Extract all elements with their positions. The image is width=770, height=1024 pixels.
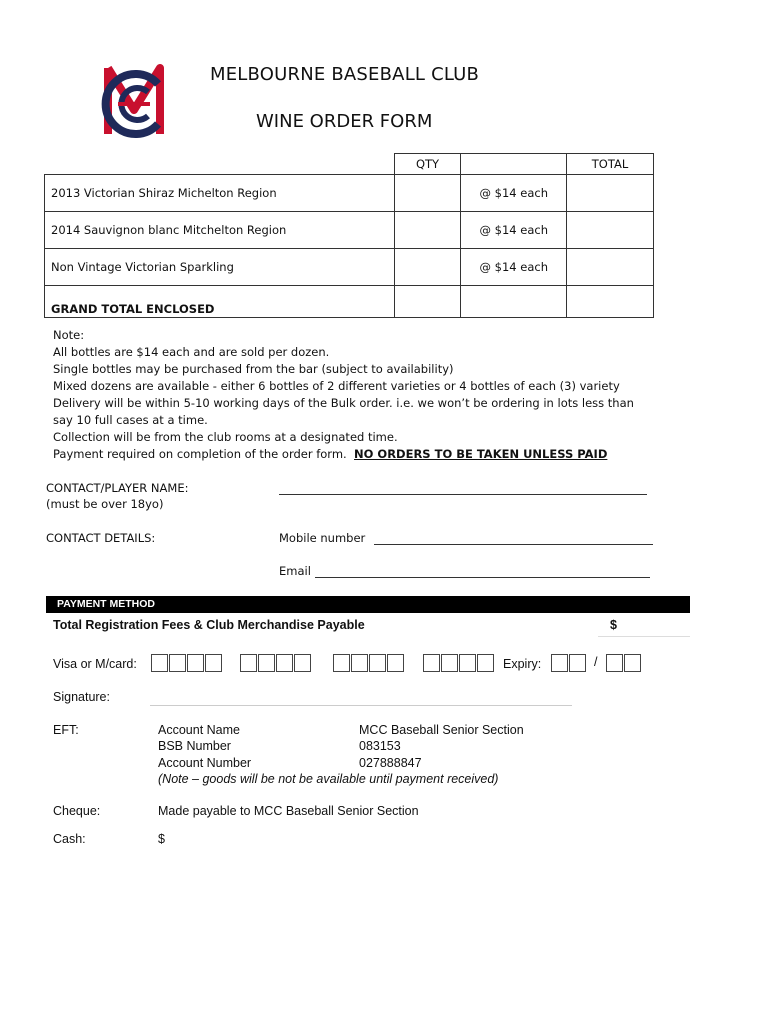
expiry-label: Expiry: bbox=[503, 657, 542, 671]
digit-box[interactable] bbox=[333, 654, 350, 672]
eft-bsb-label: BSB Number bbox=[158, 739, 231, 753]
contact-name-sub: (must be over 18yo) bbox=[46, 497, 164, 511]
digit-box[interactable] bbox=[459, 654, 476, 672]
note-line: Mixed dozens are available - either 6 bottles of 2 different varieties or 4 bottles of each (3) variety bbox=[53, 379, 620, 393]
table-row bbox=[45, 249, 654, 286]
qty-cell[interactable] bbox=[395, 175, 461, 212]
note-line: say 10 full cases at a time. bbox=[53, 413, 208, 427]
card-number-group-1[interactable] bbox=[151, 654, 223, 672]
digit-box[interactable] bbox=[187, 654, 204, 672]
wine-name: Non Vintage Victorian Sparkling bbox=[45, 249, 395, 286]
total-dollar: $ bbox=[610, 618, 617, 632]
signature-label: Signature: bbox=[53, 690, 110, 704]
grand-blank-cell bbox=[461, 286, 567, 318]
eft-account-name-value: MCC Baseball Senior Section bbox=[359, 723, 524, 737]
digit-box[interactable] bbox=[569, 654, 586, 672]
eft-account-number-label: Account Number bbox=[158, 756, 252, 770]
club-name: MELBOURNE BASEBALL CLUB bbox=[210, 64, 480, 85]
cash-dollar: $ bbox=[158, 832, 165, 846]
payment-line: Payment required on completion of the order form. bbox=[53, 447, 347, 461]
wine-name: 2013 Victorian Shiraz Michelton Region bbox=[45, 175, 395, 212]
digit-box[interactable] bbox=[551, 654, 568, 672]
col-qty: QTY bbox=[395, 154, 461, 175]
email-field[interactable] bbox=[315, 564, 650, 578]
digit-box[interactable] bbox=[369, 654, 386, 672]
digit-box[interactable] bbox=[624, 654, 641, 672]
club-logo bbox=[88, 58, 180, 150]
grand-total-cell[interactable] bbox=[567, 286, 654, 318]
signature-field[interactable] bbox=[150, 705, 572, 706]
note-line: All bottles are $14 each and are sold per dozen. bbox=[53, 345, 330, 359]
total-cell[interactable] bbox=[567, 175, 654, 212]
note-line: Delivery will be within 5-10 working days of the Bulk order. i.e. we won’t be ordering in lots less than bbox=[53, 396, 634, 410]
wine-name: 2014 Sauvignon blanc Mitchelton Region bbox=[45, 212, 395, 249]
digit-box[interactable] bbox=[477, 654, 494, 672]
eft-label: EFT: bbox=[53, 723, 79, 737]
qty-cell[interactable] bbox=[395, 249, 461, 286]
note-line: Single bottles may be purchased from the bar (subject to availability) bbox=[53, 362, 454, 376]
total-payable-field[interactable] bbox=[598, 636, 690, 637]
card-number-group-2[interactable] bbox=[240, 654, 312, 672]
expiry-year[interactable] bbox=[606, 654, 642, 672]
digit-box[interactable] bbox=[441, 654, 458, 672]
eft-account-name-label: Account Name bbox=[158, 723, 240, 737]
mobile-field[interactable] bbox=[374, 531, 653, 545]
digit-box[interactable] bbox=[294, 654, 311, 672]
header-blank bbox=[45, 154, 395, 175]
col-price bbox=[461, 154, 567, 175]
email-label: Email bbox=[279, 564, 311, 578]
cheque-label: Cheque: bbox=[53, 804, 101, 818]
cash-label: Cash: bbox=[53, 832, 86, 846]
notes-heading: Note: bbox=[53, 328, 85, 342]
card-number-group-4[interactable] bbox=[423, 654, 495, 672]
eft-account-number-value: 027888847 bbox=[359, 756, 422, 770]
cheque-text: Made payable to MCC Baseball Senior Section bbox=[158, 804, 419, 818]
digit-box[interactable] bbox=[151, 654, 168, 672]
col-total: TOTAL bbox=[567, 154, 654, 175]
digit-box[interactable] bbox=[169, 654, 186, 672]
grand-qty-cell[interactable] bbox=[395, 286, 461, 318]
wine-order-table bbox=[44, 153, 654, 318]
payment-note bbox=[53, 446, 653, 463]
eft-bsb-value: 083153 bbox=[359, 739, 401, 753]
payment-warning: NO ORDERS TO BE TAKEN UNLESS PAID bbox=[354, 447, 608, 461]
order-notes bbox=[53, 327, 653, 463]
note-line: Collection will be from the club rooms at a designated time. bbox=[53, 430, 398, 444]
card-number-group-3[interactable] bbox=[333, 654, 405, 672]
digit-box[interactable] bbox=[387, 654, 404, 672]
contact-name-label: CONTACT/PLAYER NAME: bbox=[46, 481, 189, 495]
digit-box[interactable] bbox=[606, 654, 623, 672]
price-cell: @ $14 each bbox=[461, 212, 567, 249]
eft-note: (Note – goods will be not be available until payment received) bbox=[158, 772, 499, 786]
table-row bbox=[45, 175, 654, 212]
price-cell: @ $14 each bbox=[461, 175, 567, 212]
table-row bbox=[45, 212, 654, 249]
digit-box[interactable] bbox=[276, 654, 293, 672]
expiry-month[interactable] bbox=[551, 654, 587, 672]
grand-total-row bbox=[45, 286, 654, 318]
digit-box[interactable] bbox=[258, 654, 275, 672]
grand-total-label: GRAND TOTAL ENCLOSED bbox=[45, 286, 395, 318]
total-payable-label: Total Registration Fees & Club Merchandise Payable bbox=[53, 618, 365, 632]
contact-details-label: CONTACT DETAILS: bbox=[46, 531, 156, 545]
digit-box[interactable] bbox=[423, 654, 440, 672]
total-cell[interactable] bbox=[567, 249, 654, 286]
total-cell[interactable] bbox=[567, 212, 654, 249]
card-label: Visa or M/card: bbox=[53, 657, 137, 671]
qty-cell[interactable] bbox=[395, 212, 461, 249]
digit-box[interactable] bbox=[240, 654, 257, 672]
payment-method-header: PAYMENT METHOD bbox=[46, 596, 690, 613]
digit-box[interactable] bbox=[351, 654, 368, 672]
contact-name-field[interactable] bbox=[279, 481, 647, 495]
mobile-label: Mobile number bbox=[279, 531, 366, 545]
digit-box[interactable] bbox=[205, 654, 222, 672]
form-title: WINE ORDER FORM bbox=[256, 111, 433, 132]
price-cell: @ $14 each bbox=[461, 249, 567, 286]
expiry-separator: / bbox=[594, 655, 598, 669]
